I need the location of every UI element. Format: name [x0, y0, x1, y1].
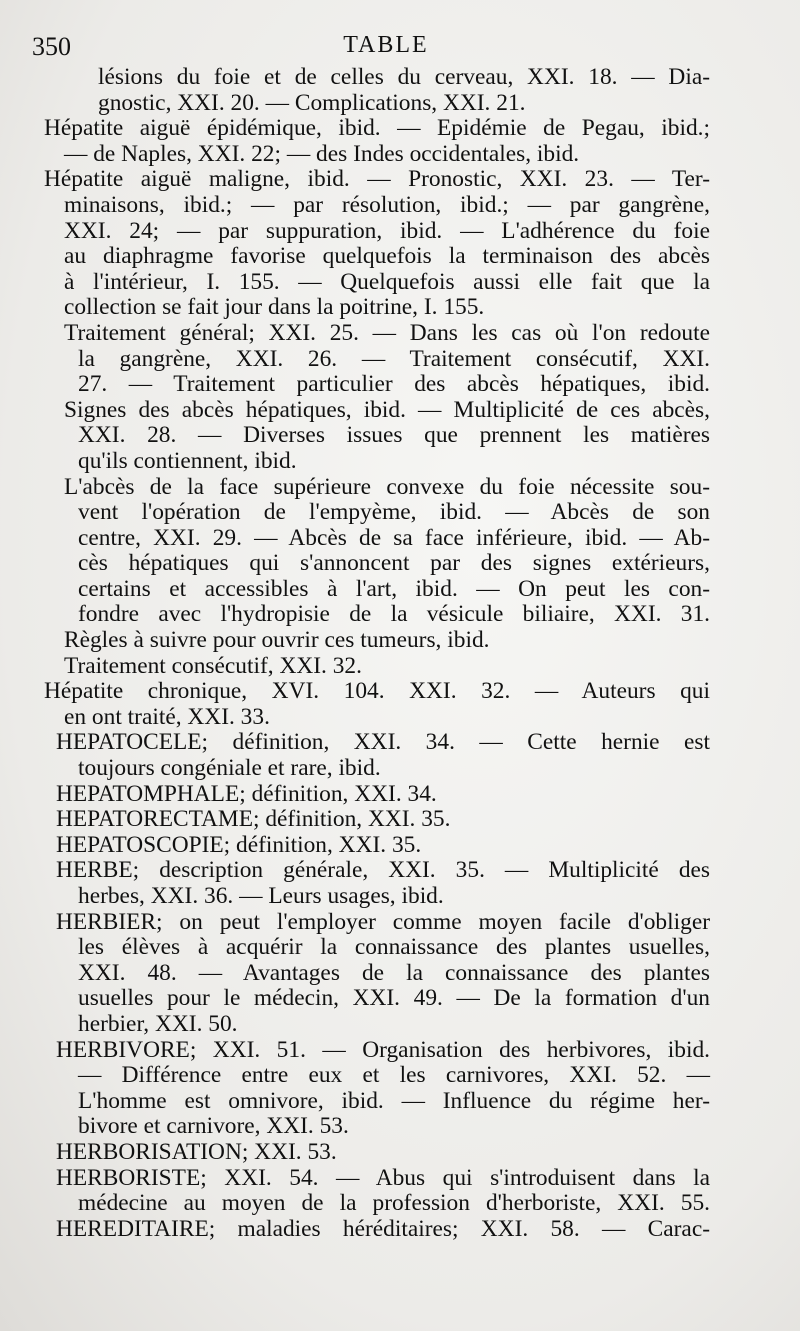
index-line: bivore et carnivore, XXI. 53. — [78, 1113, 349, 1140]
index-line: XXI. 28. — Diverses issues que prennent les matières — [78, 422, 710, 449]
index-line: Règles à suivre pour ouvrir ces tumeurs, ibid. — [64, 627, 490, 654]
running-title: TABLE — [343, 32, 429, 58]
index-line: HEPATOMPHALE; définition, XXI. 34. — [56, 780, 437, 807]
index-line: certains et accessibles à l'art, ibid. — On peut les con- — [78, 575, 710, 602]
index-line: HERBIER; on peut l'employer comme moyen facile d'obliger — [56, 908, 710, 935]
index-line: la gangrène, XXI. 26. — Traitement consécutif, XXI. — [78, 345, 710, 372]
index-line: Hépatite chronique, XVI. 104. XXI. 32. — Auteurs qui — [44, 678, 710, 705]
index-line: HEPATORECTAME; définition, XXI. 35. — [56, 806, 451, 833]
index-line: vent l'opération de l'empyème, ibid. — Abcès de son — [78, 499, 710, 526]
index-line: — de Naples, XXI. 22; — des Indes occidentales, ibid. — [64, 140, 580, 167]
index-line: 27. — Traitement particulier des abcès hépatiques, ibid. — [78, 371, 710, 398]
index-line: centre, XXI. 29. — Abcès de sa face inférieure, ibid. — Ab- — [78, 524, 710, 551]
index-line: les élèves à acquérir la connaissance des plantes usuelles, — [78, 934, 710, 961]
index-line: fondre avec l'hydropisie de la vésicule biliaire, XXI. 31. — [78, 601, 710, 628]
index-line: XXI. 48. — Avantages de la connaissance des plantes — [78, 959, 710, 986]
index-line: HEPATOCELE; définition, XXI. 34. — Cette hernie est — [56, 729, 710, 756]
index-line: médecine au moyen de la profession d'herboriste, XXI. 55. — [78, 1190, 710, 1217]
index-body — [44, 65, 710, 1242]
index-line: en ont traité, XXI. 33. — [64, 703, 270, 730]
index-line: HEREDITAIRE; maladies héréditaires; XXI. 58. — Carac- — [56, 1215, 710, 1242]
index-line: HERBORISTE; XXI. 54. — Abus qui s'introduisent dans la — [56, 1164, 710, 1191]
index-line: herbes, XXI. 36. — Leurs usages, ibid. — [78, 883, 444, 909]
index-line: minaisons, ibid.; — par résolution, ibid.; — par gangrène, — [64, 191, 710, 218]
index-line: HERBIVORE; XXI. 51. — Organisation des herbivores, ibid. — [56, 1036, 710, 1063]
index-line: Traitement consécutif, XXI. 32. — [64, 652, 362, 679]
index-line: L'homme est omnivore, ibid. — Influence du régime her- — [78, 1087, 710, 1114]
page-number: 350 — [32, 32, 71, 61]
index-line: — Différence entre eux et les carnivores, XXI. 52. — — [78, 1062, 710, 1089]
index-line: Hépatite aiguë maligne, ibid. — Pronostic, XXI. 23. — Ter- — [44, 166, 710, 193]
index-line: lésions du foie et de celles du cerveau, XXI. 18. — Dia- — [98, 64, 710, 90]
page-header — [32, 32, 740, 66]
index-line: HERBORISATION; XXI. 53. — [56, 1138, 337, 1165]
index-line: gnostic, XXI. 20. — Complications, XXI. 21. — [98, 89, 526, 116]
index-line: Traitement général; XXI. 25. — Dans les cas où l'on redoute — [64, 319, 710, 346]
index-line: XXI. 24; — par suppuration, ibid. — L'adhérence du foie — [64, 217, 710, 244]
index-line: collection se fait jour dans la poitrine, I. 155. — [64, 294, 485, 321]
index-line: L'abcès de la face supérieure convexe du foie nécessite sou- — [64, 473, 710, 500]
index-line: au diaphragme favorise quelquefois la terminaison des abcès — [64, 243, 710, 270]
index-line: cès hépatiques qui s'annoncent par des signes extérieurs, — [78, 550, 710, 577]
index-line: à l'intérieur, I. 155. — Quelquefois aussi elle fait que la — [64, 268, 710, 295]
index-line: Signes des abcès hépatiques, ibid. — Multiplicité de ces abcès, — [64, 396, 710, 423]
index-line: usuelles pour le médecin, XXI. 49. — De la formation d'un — [78, 985, 710, 1012]
index-line: Hépatite aiguë épidémique, ibid. — Epidémie de Pegau, ibid.; — [44, 115, 710, 142]
index-line: toujours congéniale et rare, ibid. — [78, 755, 381, 782]
index-line: herbier, XXI. 50. — [78, 1010, 238, 1037]
index-line: HERBE; description générale, XXI. 35. — Multiplicité des — [56, 857, 710, 884]
index-line: qu'ils contiennent, ibid. — [78, 447, 297, 474]
index-line: HEPATOSCOPIE; définition, XXI. 35. — [56, 831, 422, 858]
